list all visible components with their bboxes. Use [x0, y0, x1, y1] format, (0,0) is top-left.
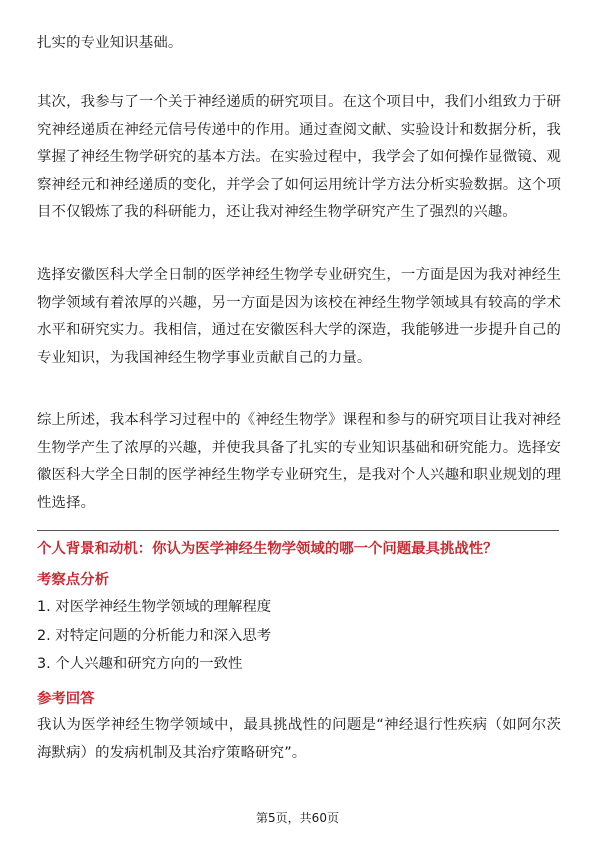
paragraph-conclusion: 综上所述，我本科学习过程中的《神经生物学》课程和参与的研究项目让我对神经生物学产生了浓厚的兴趣，并使我具备了扎实的专业知识基础和研究能力。选择安徽医科大学全日制的医学神经生物学专业研究生，是我对个人兴趣和职业规划的理性选择。 [37, 412, 561, 511]
paragraph-school-choice: 选择安徽医科大学全日制的医学神经生物学专业研究生，一方面是因为我对神经生物学领域有着浓厚的兴趣，另一方面是因为该校在神经生物学领域具有较高的学术水平和研究实力。我相信，通过在安徽医科大学的深造，我能够进一步提升自己的专业知识，为我国神经生物学事业贡献自己的力量。 [37, 267, 561, 366]
analysis-item-1: 1. 对医学神经生物学领域的理解程度 [37, 599, 272, 615]
paragraph-intro-tail: 扎实的专业知识基础。 [37, 35, 183, 51]
interview-question: 个人背景和动机：你认为医学神经生物学领域的哪一个问题最具挑战性？ [37, 541, 498, 557]
analysis-item-3: 3. 个人兴趣和研究方向的一致性 [37, 656, 243, 672]
section-divider [37, 530, 559, 531]
analysis-item-2: 2. 对特定问题的分析能力和深入思考 [37, 628, 272, 644]
answer-text: 我认为医学神经生物学领域中，最具挑战性的问题是“神经退行性疾病（如阿尔茨海默病）的发病机制及其治疗策略研究”。 [37, 717, 561, 761]
page-number: 第5页，共60页 [256, 811, 339, 825]
answer-heading: 参考回答 [37, 691, 95, 707]
analysis-heading: 考察点分析 [37, 572, 109, 588]
paragraph-research-project: 其次，我参与了一个关于神经递质的研究项目。在这个项目中，我们小组致力于研究神经递质在神经元信号传递中的作用。通过查阅文献、实验设计和数据分析，我掌握了神经生物学研究的基本方法。在实验过程中，我学会了如何操作显微镜、观察神经元和神经递质的变化，并学会了如何运用统计学方法分析实验数据。这个项目不仅锻炼了我的科研能力，还让我对神经生物学研究产生了强烈的兴趣。 [37, 94, 561, 220]
